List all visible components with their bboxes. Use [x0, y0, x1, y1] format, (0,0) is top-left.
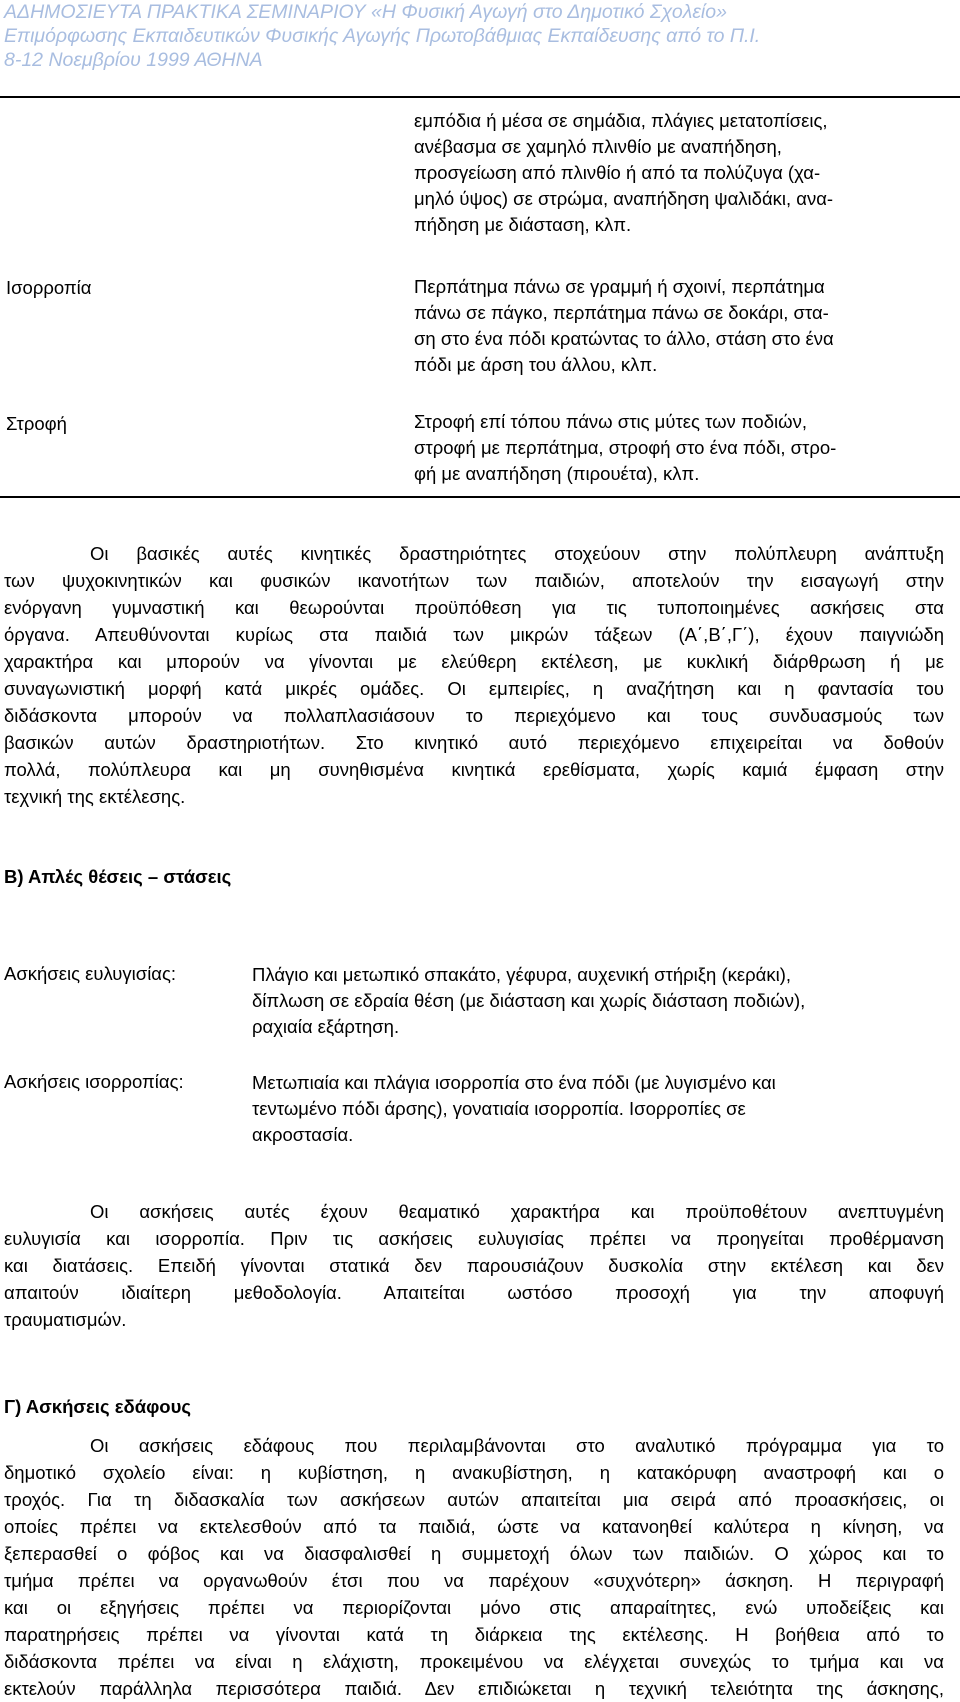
paragraph-line: παρατηρήσεις πρέπει να γίνονται κατά τη διάρκεια της εκτέλεσης. Η βοήθεια από το	[4, 1624, 944, 1645]
paragraph-line: διδάσκοντα μπορούν να πολλαπλασιάσουν το περιεχόμενο και τους συνδυασμούς των	[4, 705, 944, 726]
exercise-line: ακροστασία.	[252, 1124, 354, 1145]
table-cell-line: πόδι με άρση του άλλου, κλπ.	[414, 354, 658, 375]
paragraph-line: χαρακτήρα και μπορούν να γίνονται με ελεύθερη εκτέλεση, με κυκλική διάρθρωση ή με	[4, 651, 944, 672]
paragraph-line: Οι βασικές αυτές κινητικές δραστηριότητες στοχεύουν στην πολύπλευρη ανάπτυξη	[90, 543, 944, 564]
header-line-2: Επιμόρφωσης Εκπαιδευτικών Φυσικής Αγωγής Πρωτοβάθμιας Εκπαίδευσης από το Π.Ι.	[4, 25, 761, 47]
paragraph-line: Οι ασκήσεις αυτές έχουν θεαματικό χαρακτήρα και προϋποθέτουν ανεπτυγμένη	[90, 1201, 944, 1222]
paragraph-line: απαιτούν ιδιαίτερη μεθοδολογία. Απαιτείται ωστόσο προσοχή για την αποφυγή	[4, 1282, 944, 1303]
table-cell-line: στροφή με περπάτημα, στροφή στο ένα πόδι, στρο-	[414, 437, 837, 458]
paragraph-basic-activities	[4, 540, 944, 810]
table-intro-line: ανέβασμα σε χαμηλό πλινθίο με αναπήδηση,	[414, 136, 782, 157]
paragraph-line: και διατάσεις. Επειδή γίνονται στατικά δεν παρουσιάζουν δυσκολία στην εκτέλεση και δεν	[4, 1255, 944, 1276]
paragraph-floor-exercises	[4, 1432, 944, 1702]
exercise-line: ραχιαία εξάρτηση.	[252, 1016, 400, 1037]
paragraph-line: διδάσκοντα πρέπει να είναι η ελάχιστη, προκειμένου να ελέγχεται συνεχώς το τμήμα και να	[4, 1651, 944, 1672]
header-line-3: 8-12 Νοεμβρίου 1999 ΑΘΗΝΑ	[4, 49, 263, 71]
paragraph-line: ενόργανη γυμναστική και θεωρούνται προϋπόθεση για τις τυποποιημένες ασκήσεις στα	[4, 597, 944, 618]
table-cell-line: ση στο ένα πόδι κρατώντας το άλλο, στάση στο ένα	[414, 328, 834, 349]
exercise-desc-flexibility	[252, 962, 952, 1040]
section-heading-floor-exercises: Γ) Ασκήσεις εδάφους	[4, 1396, 191, 1417]
table-cell-line: Περπάτημα πάνω σε γραμμή ή σχοινί, περπάτημα	[414, 276, 825, 297]
table-row-label-turn: Στροφή	[6, 413, 67, 434]
exercise-line: Μετωπιαία και πλάγια ισορροπία στο ένα πόδι (με λυγισμένο και	[252, 1072, 776, 1093]
paragraph-line: τροχός. Για τη διδασκαλία των ασκήσεων αυτών απαιτείται μια σειρά από προασκήσεις, οι	[4, 1489, 944, 1510]
exercise-label-flexibility: Ασκήσεις ευλυγισίας:	[4, 963, 177, 984]
paragraph-line: και οι εξηγήσεις πρέπει να περιορίζονται μόνο στις απαραίτητες, ενώ υποδείξεις και	[4, 1597, 944, 1618]
table-cell-line: πάνω σε πάγκο, περπάτημα πάνω σε δοκάρι, στα-	[414, 302, 829, 323]
exercise-line: Πλάγιο και μετωπικό σπακάτο, γέφυρα, αυχενική στήριξη (κεράκι),	[252, 964, 792, 985]
exercise-desc-balance	[252, 1070, 952, 1148]
paragraph-line: δημοτικό σχολείο είναι: η κυβίστηση, η ανακυβίστηση, η κατακόρυφη αναστροφή και ο	[4, 1462, 944, 1483]
table-bottom-rule	[0, 496, 960, 498]
exercise-line: δίπλωση σε εδραία θέση (με διάσταση και χωρίς διάσταση ποδιών),	[252, 990, 806, 1011]
paragraph-line: ξεπερασθεί ο φόβος και να διασφαλισθεί η συμμετοχή όλων των παιδιών. Ο χώρος και το	[4, 1543, 944, 1564]
table-intro-line: εμπόδια ή μέσα σε σημάδια, πλάγιες μετατοπίσεις,	[414, 110, 828, 131]
paragraph-exercises-note	[4, 1198, 944, 1333]
table-intro-line: προσγείωση από πλινθίο ή από τα πολύζυγα (χα-	[414, 162, 821, 183]
header-line-1: ΑΔΗΜΟΣΙΕΥΤΑ ΠΡΑΚΤΙΚΑ ΣΕΜΙΝΑΡΙΟΥ «Η Φυσική Αγωγή στο Δημοτικό Σχολείο»	[4, 1, 727, 23]
table-intro-line: μηλό ύψος) σε στρώμα, αναπήδηση ψαλιδάκι, ανα-	[414, 188, 834, 209]
table-cell-line: φή με αναπήδηση (πιρουέτα), κλπ.	[414, 463, 700, 484]
paragraph-line: βασικών αυτών δραστηριοτήτων. Στο κινητικό αυτό περιεχόμενο επιχειρείται να δοθούν	[4, 732, 944, 753]
table-row-cell-balance	[414, 274, 944, 378]
paragraph-line: όργανα. Απευθύνονται κυρίως στα παιδιά των μικρών τάξεων (Α΄,Β΄,Γ΄), έχουν παιγνιώδη	[4, 624, 944, 645]
table-cell-line: Στροφή επί τόπου πάνω στις μύτες των ποδιών,	[414, 411, 807, 432]
table-intro-line: πήδηση με διάσταση, κλπ.	[414, 214, 632, 235]
paragraph-line: τραυματισμών.	[4, 1309, 127, 1330]
paragraph-line: συναγωνιστική μορφή κατά μικρές ομάδες. Οι εμπειρίες, η αναζήτηση και η φαντασία του	[4, 678, 944, 699]
paragraph-line: οποίες πρέπει να εκτελεσθούν από τα παιδιά, ώστε να κατανοηθεί καλύτερα η κίνηση, να	[4, 1516, 944, 1537]
paragraph-line: των ψυχοκινητικών και φυσικών ικανοτήτων των παιδιών, αποτελούν την εισαγωγή στην	[4, 570, 944, 591]
table-top-rule	[0, 96, 960, 98]
exercise-label-balance: Ασκήσεις ισορροπίας:	[4, 1071, 184, 1092]
exercise-line: τεντωμένο πόδι άρσης), γονατιαία ισορροπία. Ισορροπίες σε	[252, 1098, 746, 1119]
paragraph-line: τμήμα πρέπει να οργανωθούν έτσι που να παρέχουν «συχνότερη» άσκηση. Η περιγραφή	[4, 1570, 944, 1591]
paragraph-line: εκτελούν παράλληλα περισσότερα παιδιά. Δεν επιδιώκεται η τεχνική τελειότητα της άσκησης,	[4, 1678, 944, 1699]
paragraph-line: ευλυγισία και ισορροπία. Πριν τις ασκήσεις ευλυγισίας πρέπει να προηγείται προθέρμανση	[4, 1228, 944, 1249]
section-heading-simple-positions: Β) Απλές θέσεις – στάσεις	[4, 866, 232, 887]
paragraph-line: Οι ασκήσεις εδάφους που περιλαμβάνονται στο αναλυτικό πρόγραμμα για το	[90, 1435, 944, 1456]
paragraph-line: τεχνική της εκτέλεσης.	[4, 786, 186, 807]
table-row-cell-turn	[414, 409, 944, 487]
running-header	[4, 0, 760, 72]
table-intro-cell	[414, 108, 944, 238]
table-row-label-balance: Ισορροπία	[6, 277, 92, 298]
paragraph-line: πολλά, πολύπλευρα και μη συνηθισμένα κινητικά ερεθίσματα, χωρίς καμιά έμφαση στην	[4, 759, 944, 780]
